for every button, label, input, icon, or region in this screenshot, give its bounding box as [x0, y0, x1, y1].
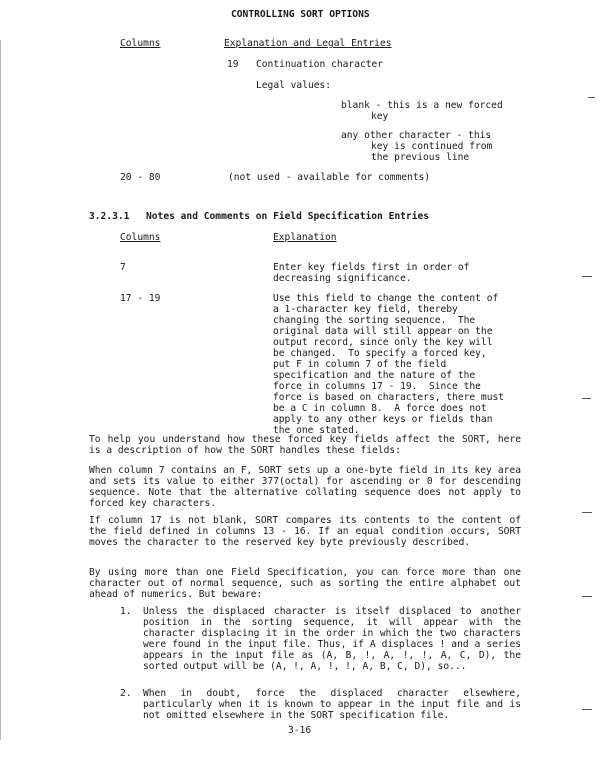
table2-row17-line: be a C in column 8. A force does not — [273, 403, 487, 414]
table2-row17-line: the one stated. — [273, 425, 360, 436]
table2-row17-line: put F in column 7 of the field — [273, 359, 447, 370]
paragraph: To help you understand how these forced key fields affect the SORT, here is a description of how the SORT handles these fields: — [89, 434, 521, 456]
table2-row17-line: apply to any other keys or fields than — [273, 414, 493, 425]
table2-explanation-header: Explanation — [273, 232, 337, 243]
margin-mark — [588, 97, 595, 98]
other-value-line1: any other character - this — [341, 130, 492, 141]
table2-row17-line: output record, since only the key will — [273, 337, 493, 348]
list-item: Unless the displaced character is itself displaced to another position in the sorting sequence, it will appear with the character displacing it in the order in which the two characters were found in the input file. Thus, if A displaces ! and a series appears in the input file as (A, B, !, A, !, !, A, C, D), the sorted output will be (A, !, A, !, !, A, B, C, D), so... — [143, 606, 521, 672]
table1-row20-column: 20 - 80 — [120, 172, 161, 183]
list-item-number: 1. — [120, 606, 132, 617]
table2-row17-column: 17 - 19 — [120, 293, 161, 304]
blank-value-line2: key — [371, 111, 389, 122]
section-number: 3.2.3.1 — [89, 211, 130, 222]
table1-explanation-header: Explanation and Legal Entries — [224, 38, 392, 49]
table2-row17-line: specification and the nature of the — [273, 370, 476, 381]
table1-row20-description: (not used - available for comments) — [228, 172, 431, 183]
margin-mark — [582, 596, 592, 597]
table2-row7-line: decreasing significance. — [273, 273, 412, 284]
table2-row17-line: original data will still appear on the — [273, 326, 493, 337]
section-title: Notes and Comments on Field Specification Entries — [146, 211, 430, 222]
table2-row7-line: Enter key fields first in order of — [273, 262, 470, 273]
table2-row17-line: force is based on characters, there must — [273, 392, 505, 403]
legal-values-label: Legal values: — [256, 80, 332, 91]
blank-value-line1: blank - this is a new forced — [341, 100, 503, 111]
table2-row17-line: a 1-character key field, thereby — [273, 304, 458, 315]
page-heading: CONTROLLING SORT OPTIONS — [231, 9, 370, 20]
other-value-line2: key is continued from — [371, 141, 493, 152]
table2-row17-line: be changed. To specify a forced key, — [273, 348, 487, 359]
table2-row17-line: changing the sorting sequence. The — [273, 315, 476, 326]
margin-mark — [582, 709, 592, 710]
paragraph: By using more than one Field Specification, you can force more than one character out of normal sequence, such as sorting the entire alphabet out ahead of numerics. But beware: — [89, 567, 521, 600]
table2-row7-column: 7 — [120, 262, 126, 273]
list-item-number: 2. — [120, 688, 132, 699]
scan-edge — [0, 40, 1, 740]
table1-columns-header: Columns — [120, 38, 161, 49]
table1-row19-description: Continuation character — [256, 59, 384, 70]
table2-row17-line: force in columns 17 - 19. Since the — [273, 381, 481, 392]
margin-mark — [582, 276, 592, 277]
table2-row17-line: Use this field to change the content of — [273, 293, 499, 304]
other-value-line3: the previous line — [371, 152, 470, 163]
margin-mark — [582, 512, 592, 513]
paragraph: If column 17 is not blank, SORT compares its contents to the content of the field defined in columns 13 - 16. If an equal condition occurs, SORT moves the character to the reserved key byte previously described. — [89, 515, 521, 548]
list-item: When in doubt, force the displaced character elsewhere, particularly when it is known to appear in the input file and is not omitted elsewhere in the SORT specification file. — [143, 688, 521, 721]
paragraph: When column 7 contains an F, SORT sets up a one-byte field in its key area and sets its value to either 377(octal) for ascending or 0 for descending sequence. Note that the alternative collating sequence does not apply to forced key characters. — [89, 465, 521, 509]
table2-columns-header: Columns — [120, 232, 161, 243]
page-number: 3-16 — [288, 725, 312, 736]
table1-row19-column: 19 — [227, 59, 239, 70]
margin-mark — [582, 398, 591, 399]
